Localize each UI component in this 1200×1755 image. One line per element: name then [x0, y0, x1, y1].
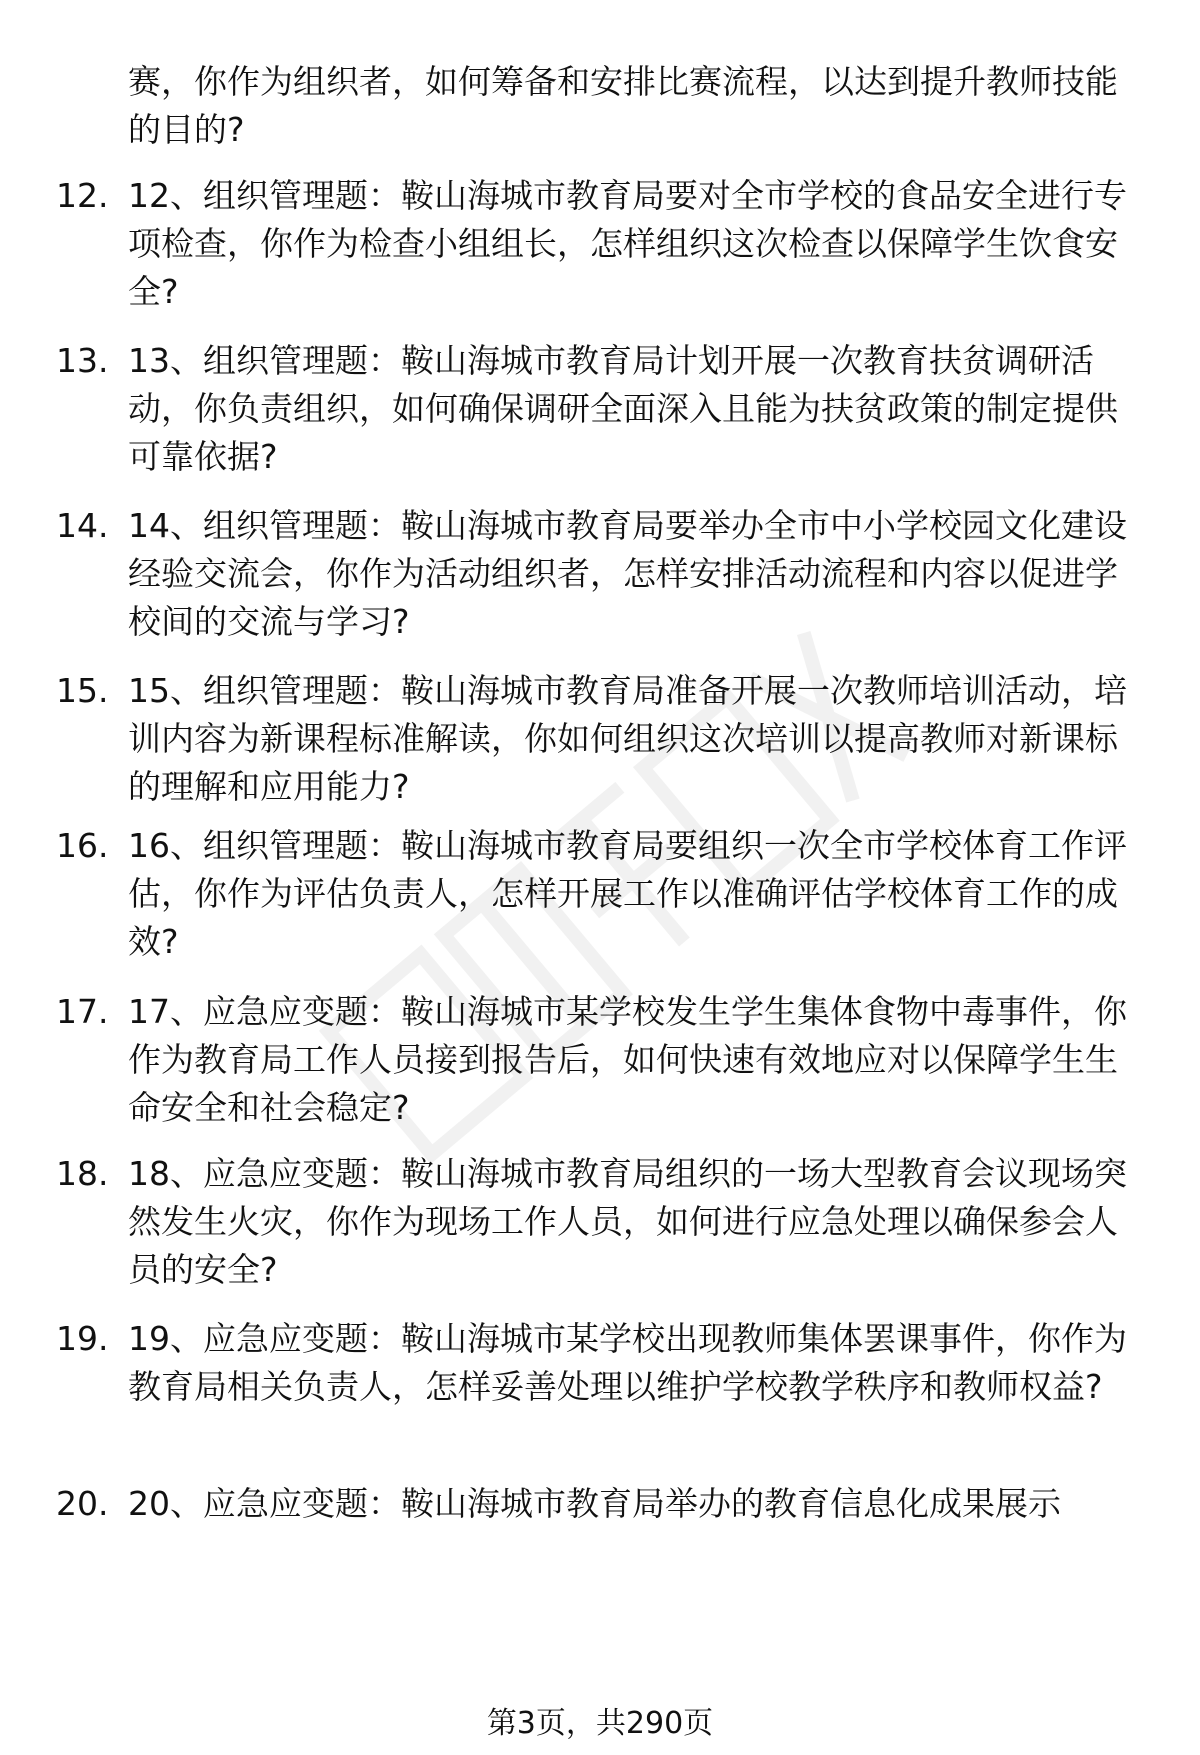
question-text: 18、应急应变题：鞍山海城市教育局组织的一场大型教育会议现场突然发生火灾，你作为现场工作人员，如何进行应急处理以确保参会人员的安全? [128, 1154, 1127, 1289]
question-number: 13. [56, 341, 109, 380]
question-text: 15、组织管理题：鞍山海城市教育局准备开展一次教师培训活动，培训内容为新课程标准解读，你如何组织这次培训以提高教师对新课标的理解和应用能力? [128, 671, 1127, 806]
question-text: 13、组织管理题：鞍山海城市教育局计划开展一次教育扶贫调研活动，你负责组织，如何确保调研全面深入且能为扶贫政策的制定提供可靠依据? [128, 341, 1118, 476]
question-number: 16. [56, 826, 109, 865]
question-text: 12、组织管理题：鞍山海城市教育局要对全市学校的食品安全进行专项检查，你作为检查小组组长，怎样组织这次检查以保障学生饮食安全? [128, 176, 1127, 311]
question-number: 15. [56, 671, 109, 710]
question-text: 14、组织管理题：鞍山海城市教育局要举办全市中小学校园文化建设经验交流会，你作为活动组织者，怎样安排活动流程和内容以促进学校间的交流与学习? [128, 506, 1127, 641]
question-number: 17. [56, 992, 109, 1031]
question-number: 12. [56, 176, 109, 215]
question-text: 16、组织管理题：鞍山海城市教育局要组织一次全市学校体育工作评估，你作为评估负责人，怎样开展工作以准确评估学校体育工作的成效? [128, 826, 1127, 961]
continuation-text: 赛，你作为组织者，如何筹备和安排比赛流程，以达到提升教师技能的目的? [128, 62, 1118, 149]
question-number: 18. [56, 1154, 109, 1193]
question-number: 14. [56, 506, 109, 545]
page-footer: 第3页，共290页 [486, 1706, 714, 1741]
question-text: 17、应急应变题：鞍山海城市某学校发生学生集体食物中毒事件，你作为教育局工作人员接到报告后，如何快速有效地应对以保障学生生命安全和社会稳定? [128, 992, 1127, 1127]
question-text: 19、应急应变题：鞍山海城市某学校出现教师集体罢课事件，你作为教育局相关负责人，怎样妥善处理以维护学校教学秩序和教师权益? [128, 1319, 1127, 1406]
question-text: 20、应急应变题：鞍山海城市教育局举办的教育信息化成果展示 [128, 1484, 1061, 1523]
question-number: 20. [56, 1484, 109, 1523]
question-number: 19. [56, 1319, 109, 1358]
